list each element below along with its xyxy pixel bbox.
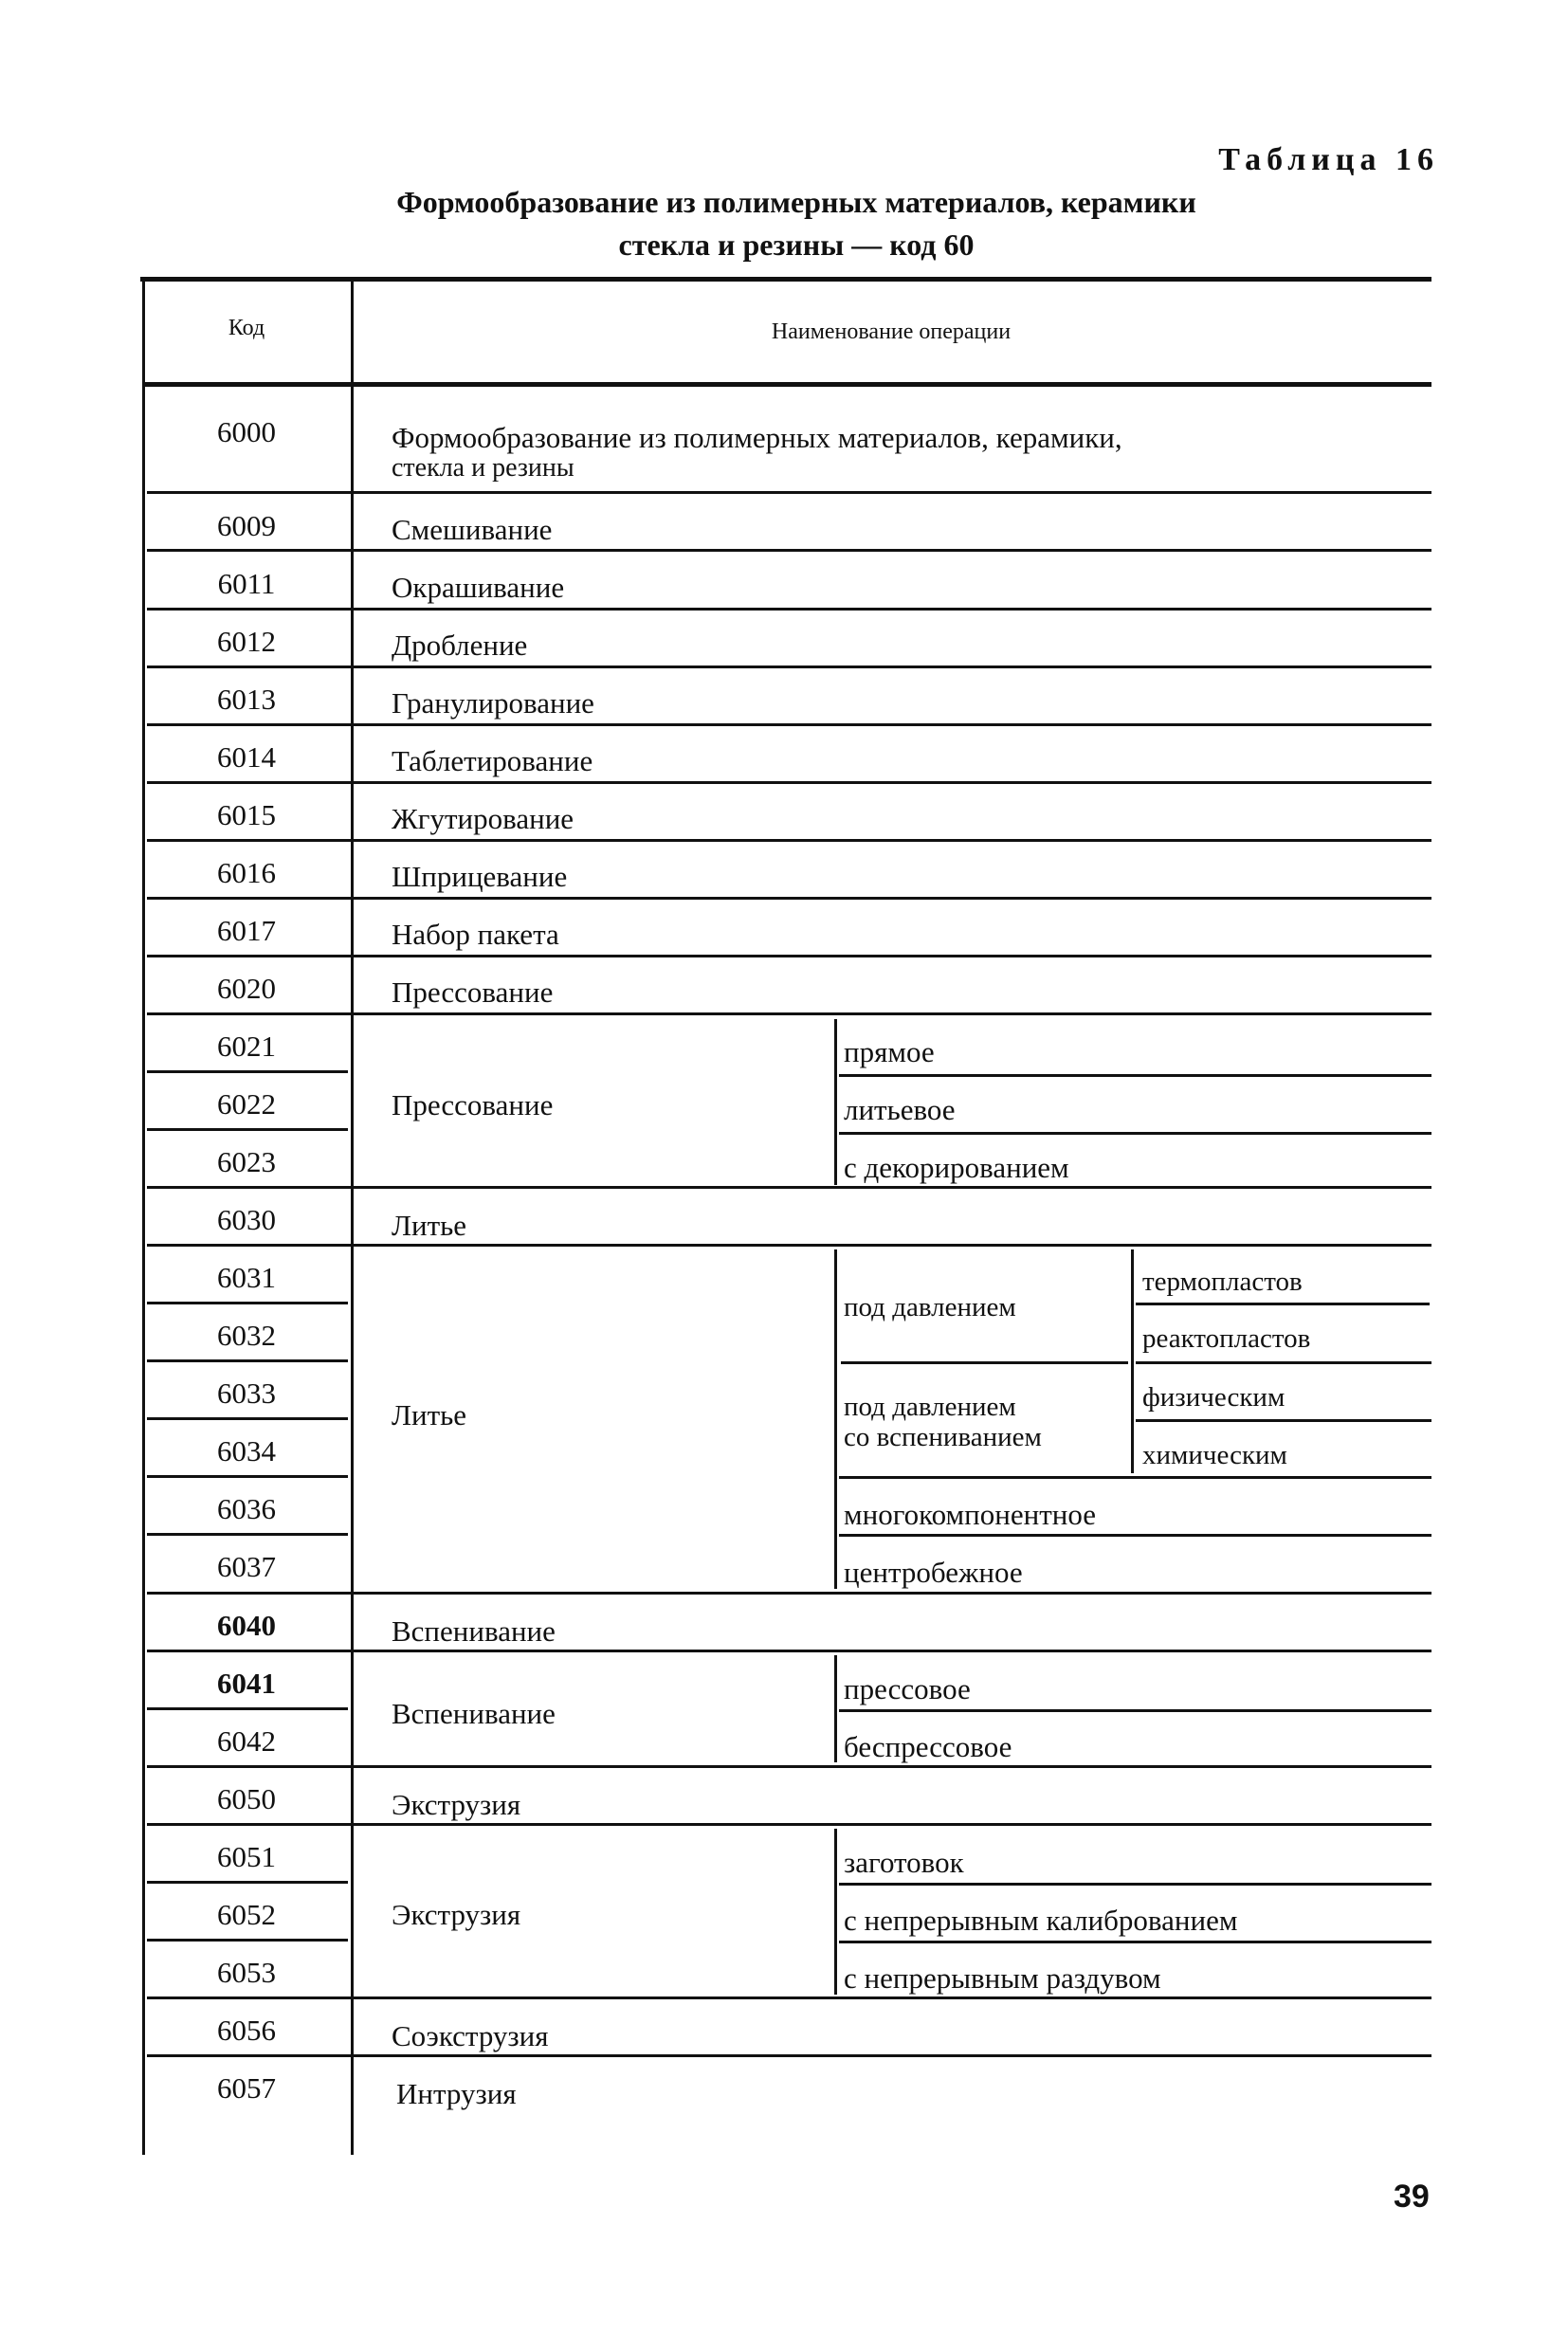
sub-name: беспрессовое <box>844 1730 1012 1763</box>
row-code: 6052 <box>217 1898 276 1931</box>
row-code: 6017 <box>217 914 276 947</box>
row-name: Литье <box>392 1209 467 1242</box>
subsub-name: химическим <box>1142 1440 1287 1470</box>
row-divider <box>147 1996 1431 1999</box>
sub-name: заготовок <box>844 1846 964 1879</box>
row-code: 6011 <box>217 567 276 600</box>
row-divider <box>147 608 1431 611</box>
row-code: 6030 <box>217 1203 276 1236</box>
row-code: 6051 <box>217 1840 276 1873</box>
sub-name: под давлением <box>844 1392 1016 1422</box>
row-code: 6040 <box>217 1609 276 1642</box>
row-name: Окрашивание <box>392 571 565 604</box>
row-code: 6053 <box>217 1956 276 1989</box>
row-divider <box>147 549 1431 552</box>
row-code: 6050 <box>217 1782 276 1815</box>
code-divider <box>147 1302 348 1304</box>
row-code: 6020 <box>217 972 276 1005</box>
row-name: Дробление <box>392 629 528 662</box>
row-name: Соэкструзия <box>392 2019 549 2052</box>
sub-divider <box>839 1074 1431 1077</box>
sub-divider <box>839 1883 1431 1886</box>
row-name: Набор пакета <box>392 918 559 951</box>
sub-divider <box>839 1132 1431 1135</box>
header-code: Код <box>228 316 265 340</box>
row-name: Жгутирование <box>392 802 574 835</box>
row-divider <box>147 839 1431 842</box>
row-code: 6022 <box>217 1087 276 1121</box>
row-divider <box>147 2054 1431 2057</box>
code-column-divider <box>351 280 354 2155</box>
row-name: Смешивание <box>392 513 553 546</box>
sub-divider <box>839 1709 1431 1712</box>
sub-divider <box>839 1534 1431 1537</box>
row-code: 6023 <box>217 1145 276 1178</box>
sub-divider <box>839 1476 1431 1479</box>
row-code: 6036 <box>217 1492 276 1525</box>
header-bottom-border <box>142 382 1431 387</box>
row-code: 6021 <box>217 1030 276 1063</box>
row-code: 6000 <box>217 415 276 448</box>
subsub-divider <box>1136 1303 1430 1305</box>
sub-name: с непрерывным раздувом <box>844 1961 1161 1995</box>
table-caption-line1: Формообразование из полимерных материалов, керамики <box>396 185 1196 219</box>
code-divider <box>147 1359 348 1362</box>
table-caption-line2: стекла и резины — код 60 <box>618 228 975 262</box>
row-code: 6031 <box>217 1261 276 1294</box>
row-divider <box>147 1244 1431 1247</box>
code-divider <box>147 1707 348 1710</box>
row-code: 6042 <box>217 1724 276 1758</box>
row-code: 6015 <box>217 798 276 831</box>
row-divider <box>147 781 1431 784</box>
table-top-border <box>140 277 1431 282</box>
sub-name: под давлением <box>844 1292 1016 1322</box>
sub-name: прессовое <box>844 1672 971 1705</box>
sub-name: центробежное <box>844 1556 1023 1589</box>
code-divider <box>147 1533 348 1536</box>
group-label-foaming: Вспенивание <box>392 1697 556 1730</box>
row-code: 6037 <box>217 1550 276 1583</box>
row-name: Гранулирование <box>392 686 594 720</box>
row-name-cont: стекла и резины <box>392 453 574 483</box>
row-name: Шприцевание <box>392 860 568 893</box>
subsub-name: термопластов <box>1142 1267 1303 1297</box>
row-divider <box>147 491 1431 494</box>
row-code: 6034 <box>217 1434 276 1468</box>
sub-name: со вспениванием <box>844 1422 1042 1452</box>
row-code: 6014 <box>217 740 276 774</box>
row-code: 6009 <box>217 509 276 542</box>
code-divider <box>147 1128 348 1131</box>
row-name: Интрузия <box>396 2077 517 2110</box>
subcolumn-divider <box>834 1655 837 1762</box>
subsub-divider <box>1136 1361 1431 1364</box>
row-divider <box>147 897 1431 900</box>
subcolumn-divider <box>834 1249 837 1589</box>
code-divider <box>147 1939 348 1942</box>
row-name: Вспенивание <box>392 1614 556 1648</box>
sub-name: прямое <box>844 1035 935 1068</box>
sub-divider <box>841 1361 1128 1364</box>
group-label-pressing: Прессование <box>392 1088 554 1121</box>
subsubcolumn-divider <box>1131 1249 1134 1473</box>
row-divider <box>147 955 1431 957</box>
sub-name: литьевое <box>844 1093 956 1126</box>
subcolumn-divider <box>834 1829 837 1995</box>
row-divider <box>147 1823 1431 1826</box>
group-label-extrusion: Экструзия <box>392 1898 521 1931</box>
subsub-name: реактопластов <box>1142 1323 1311 1354</box>
row-code: 6013 <box>217 683 276 716</box>
row-code: 6016 <box>217 856 276 889</box>
row-name: Экструзия <box>392 1788 521 1821</box>
row-divider <box>147 1592 1431 1595</box>
code-divider <box>147 1475 348 1478</box>
row-code: 6057 <box>217 2071 276 2105</box>
row-code: 6012 <box>217 625 276 658</box>
code-divider <box>147 1070 348 1073</box>
sub-name: многокомпонентное <box>844 1498 1096 1531</box>
subcolumn-divider <box>834 1019 837 1185</box>
code-divider <box>147 1881 348 1884</box>
row-divider <box>147 1186 1431 1189</box>
row-code: 6041 <box>217 1667 276 1700</box>
table-label: Таблица 16 <box>1218 142 1439 177</box>
subsub-divider <box>1136 1419 1431 1422</box>
sub-name: с непрерывным калиброванием <box>844 1904 1238 1937</box>
row-divider <box>147 1765 1431 1768</box>
code-divider <box>147 1417 348 1420</box>
row-name: Таблетирование <box>392 744 593 777</box>
page-number: 39 <box>1394 2179 1430 2215</box>
row-code: 6056 <box>217 2014 276 2047</box>
subsub-name: физическим <box>1142 1382 1285 1413</box>
group-label-casting: Литье <box>392 1398 467 1431</box>
sub-divider <box>839 1941 1431 1943</box>
row-code: 6032 <box>217 1319 276 1352</box>
row-name: Прессование <box>392 975 554 1009</box>
row-code: 6033 <box>217 1377 276 1410</box>
row-divider <box>147 1012 1431 1015</box>
row-divider <box>147 1650 1431 1652</box>
sub-name: с декорированием <box>844 1151 1069 1184</box>
header-name: Наименование операции <box>771 319 1012 344</box>
row-divider <box>147 665 1431 668</box>
row-divider <box>147 723 1431 726</box>
row-name: Формообразование из полимерных материалов, керамики, <box>392 421 1122 454</box>
